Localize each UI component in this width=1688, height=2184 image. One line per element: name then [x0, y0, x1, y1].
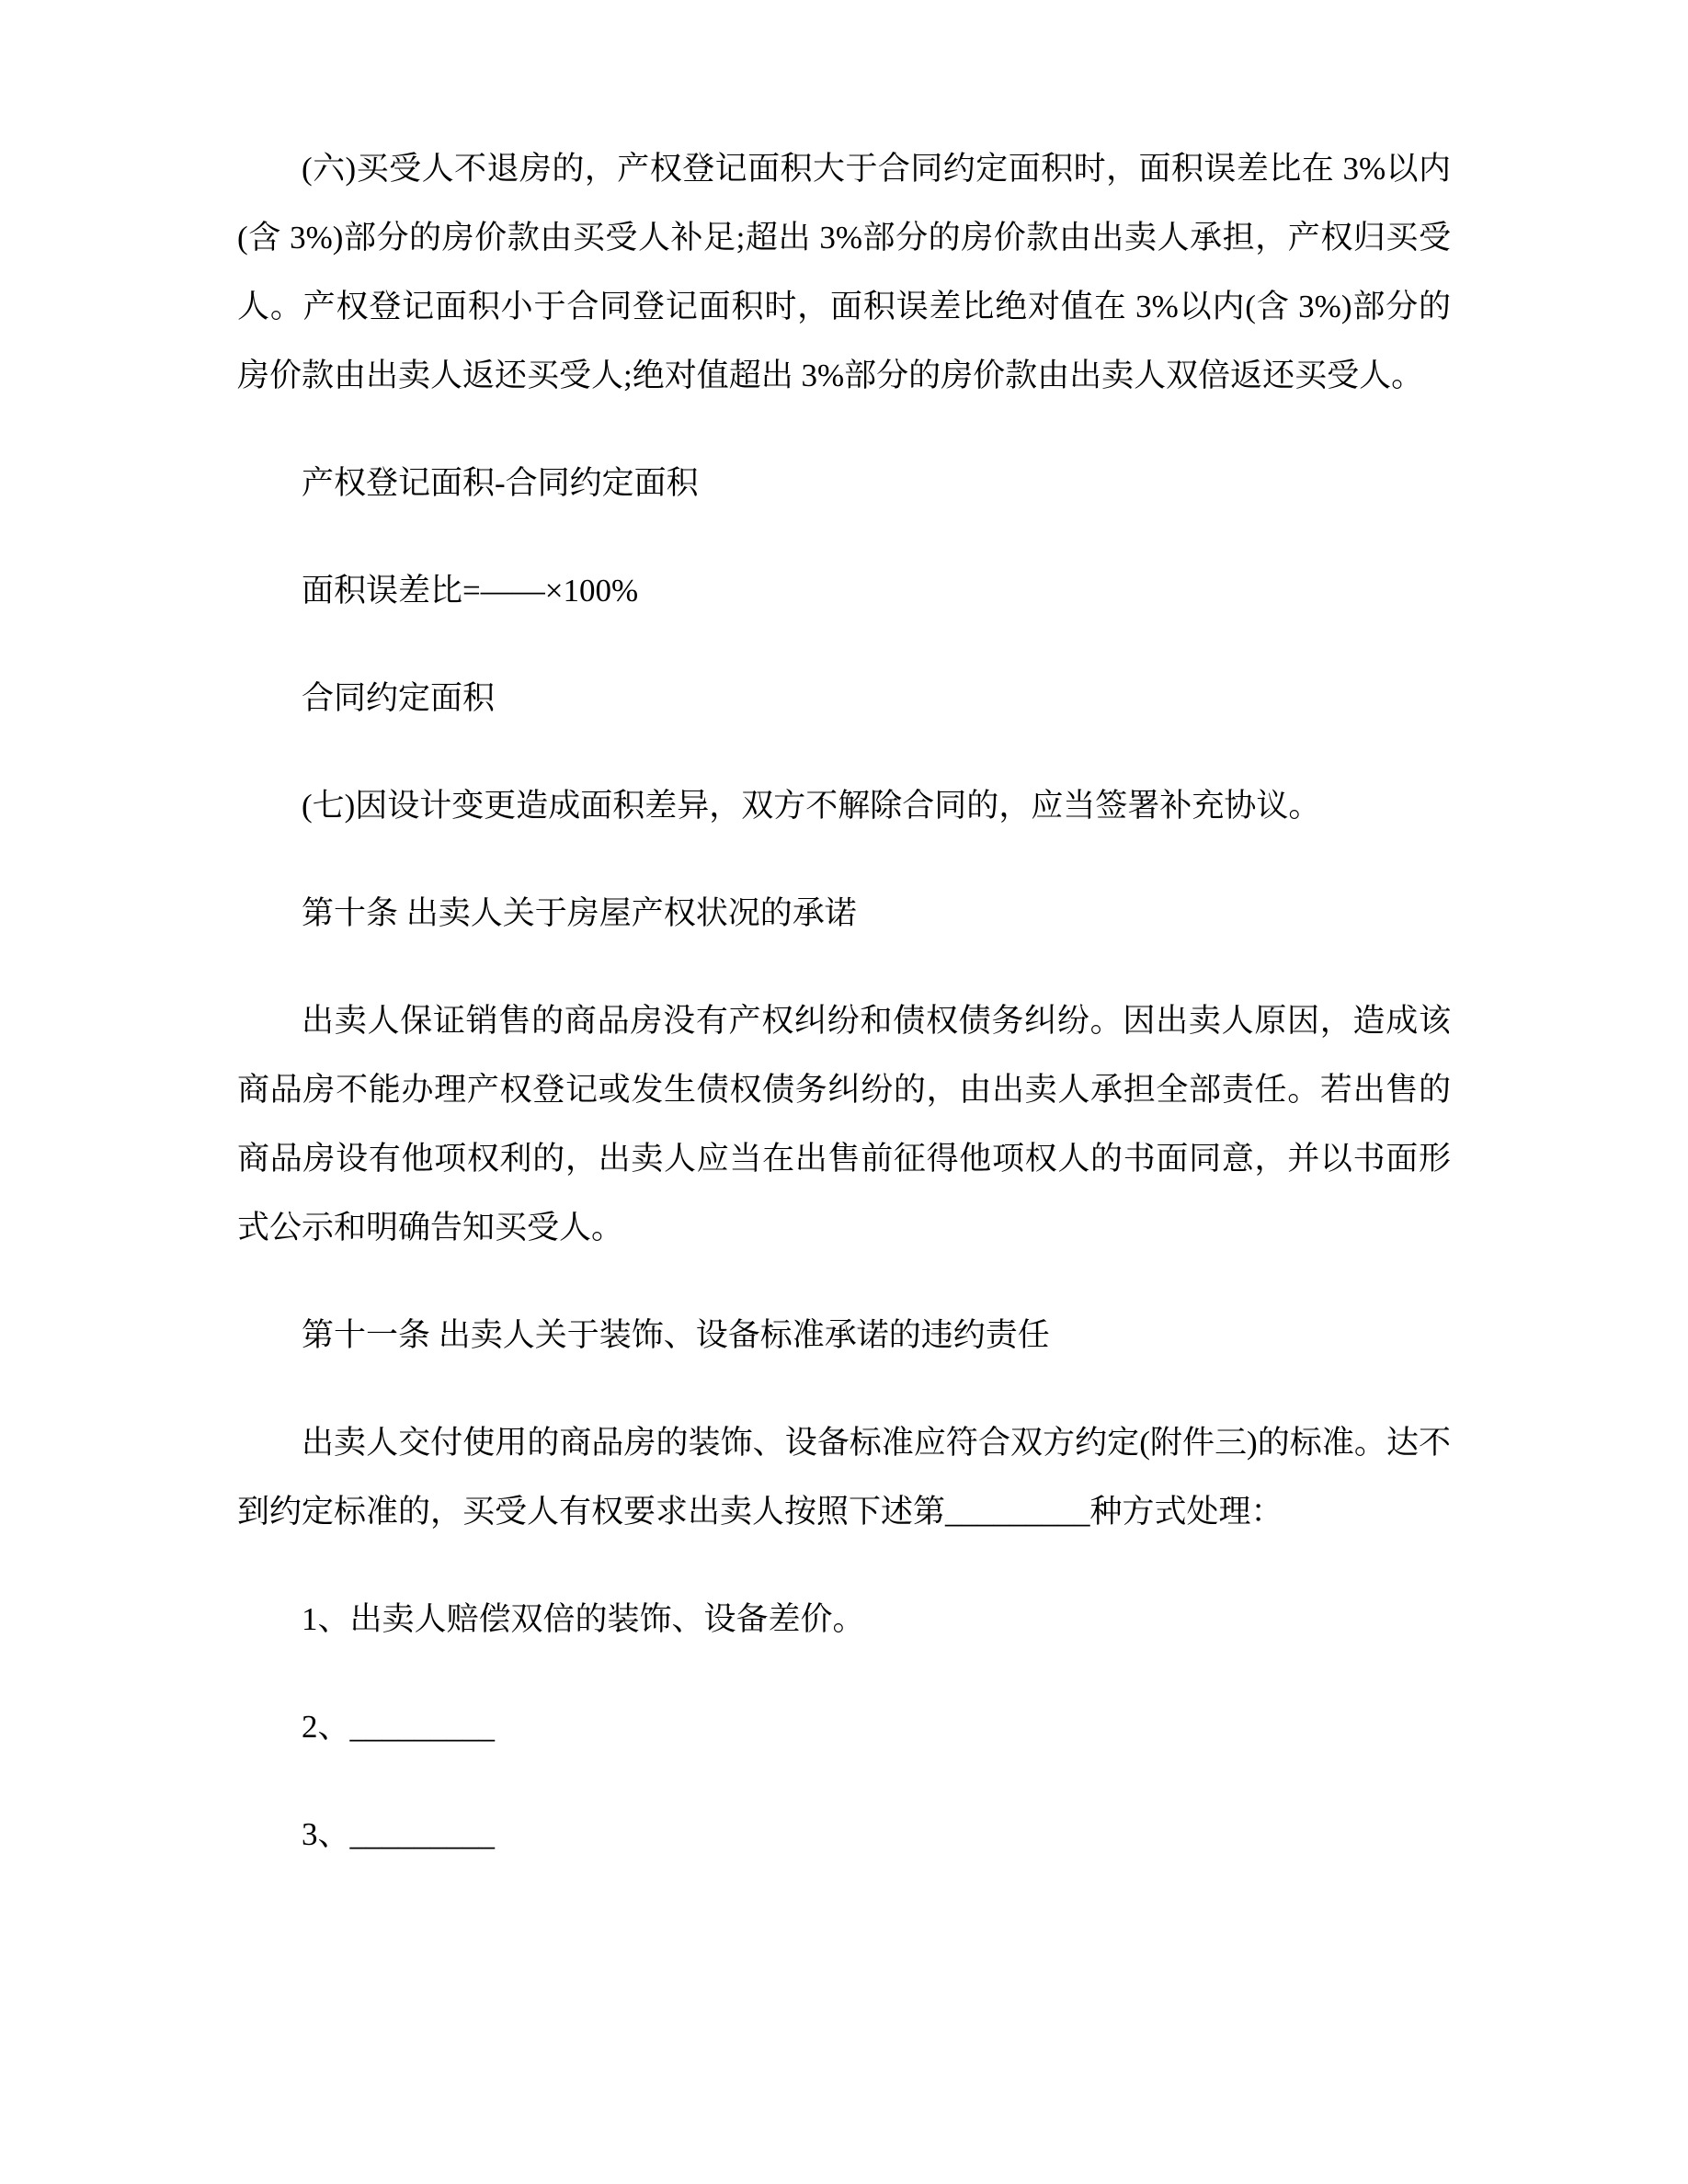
formula-denominator: 合同约定面积 — [302, 680, 496, 716]
article-10-body: 出卖人保证销售的商品房没有产权纠纷和债权债务纠纷。因出卖人原因，造成该商品房不能办理产权登记或发生债权债务纠纷的，由出卖人承担全部责任。若出售的商品房设有他项权利的，出卖人应当在出售前征得他项权人的书面同意，并以书面形式公示和明确告知买受人。 — [237, 1003, 1451, 1246]
article-11-body: 出卖人交付使用的商品房的装饰、设备标准应符合双方约定(附件三)的标准。达不到约定标准的，买受人有权要求出卖人按照下述第_________种方式处理： — [237, 1425, 1451, 1530]
article-11-heading: 第十一条 出卖人关于装饰、设备标准承诺的违约责任 — [302, 1317, 1050, 1353]
clause-6-area-error: (六)买受人不退房的，产权登记面积大于合同约定面积时，面积误差比在 3%以内(含 3%)部分的房价款由买受人补足;超出 3%部分的房价款由出卖人承担，产权归买受人。产权登记面积小于合同登记面积时，面积误差比绝对值在 3%以内(含 3%)部分的房价款由出卖人返还买受人;绝对值超出 3%部分的房价款由出卖人双倍返还买受人。 — [237, 151, 1452, 393]
option-3-blank: 3、_________ — [302, 1816, 496, 1852]
article-10-heading: 第十条 出卖人关于房屋产权状况的承诺 — [302, 895, 857, 931]
formula-numerator: 产权登记面积-合同约定面积 — [302, 465, 699, 501]
option-2-blank: 2、_________ — [302, 1709, 496, 1745]
option-1: 1、出卖人赔偿双倍的装饰、设备差价。 — [302, 1601, 865, 1637]
formula-expression: 面积误差比=——×100% — [302, 573, 639, 609]
clause-7-design-change: (七)因设计变更造成面积差异，双方不解除合同的，应当签署补充协议。 — [302, 788, 1321, 824]
